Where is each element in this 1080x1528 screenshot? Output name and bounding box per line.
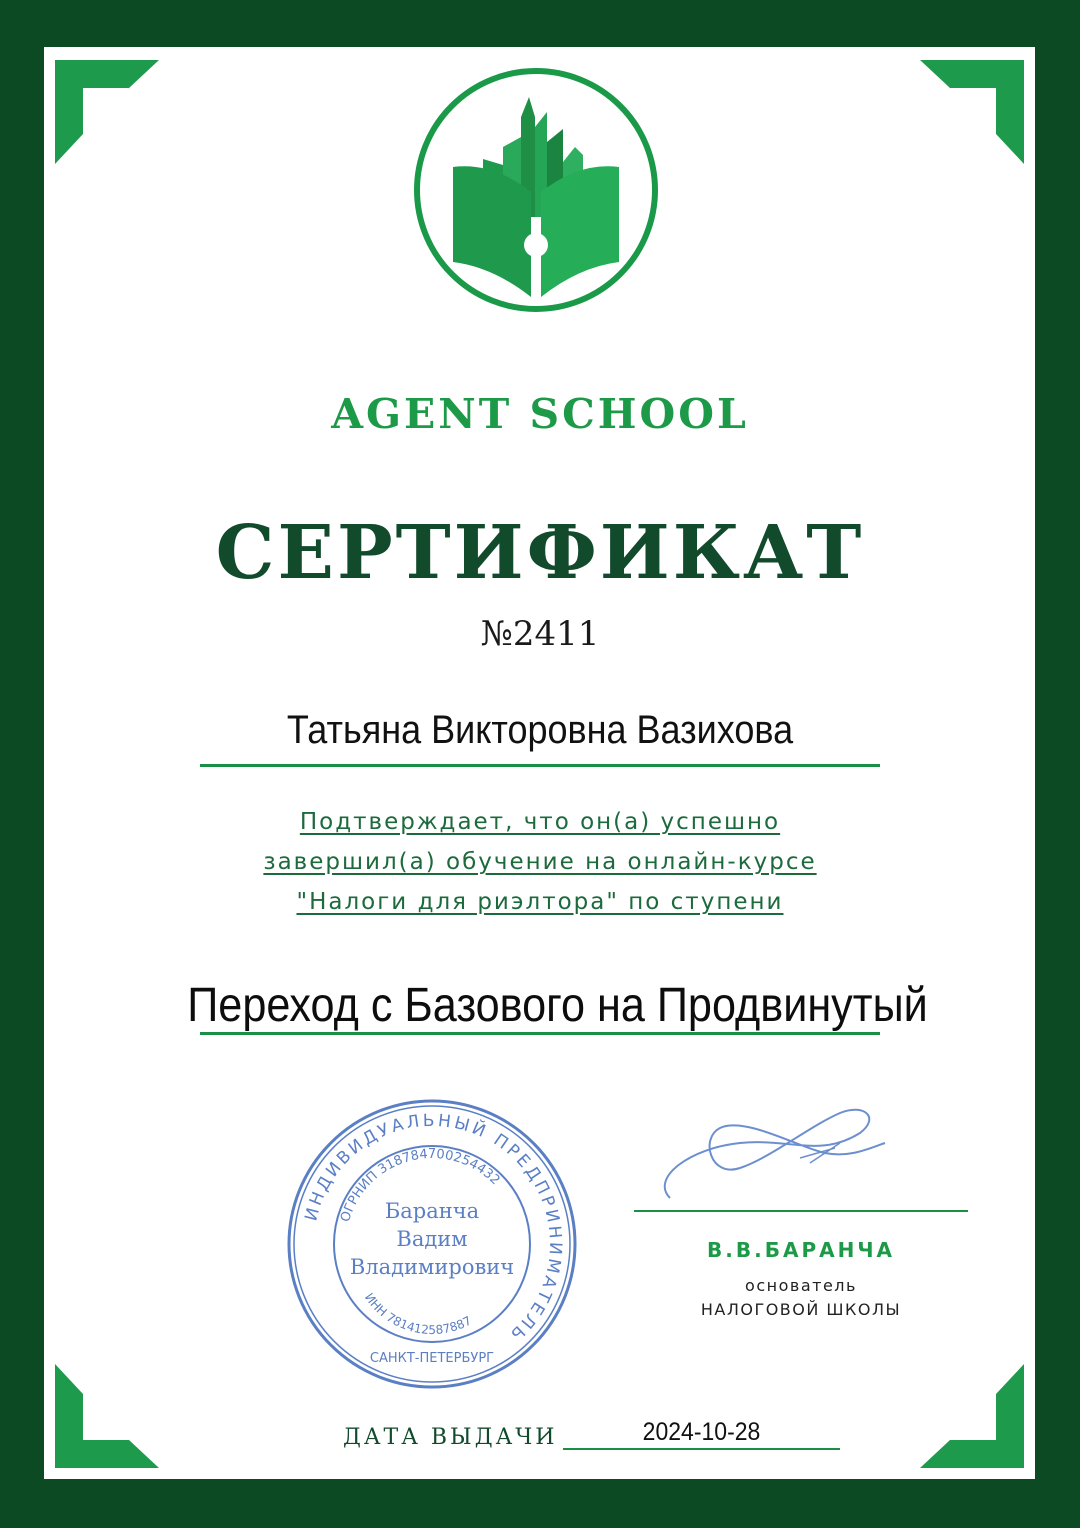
signatory-role-line-1: основатель	[745, 1276, 857, 1295]
signatory-role	[634, 1274, 968, 1322]
statement-line-3: "Налоги для риэлтора" по ступени	[296, 889, 784, 915]
stamp-inn: ИНН 781412587887	[361, 1290, 474, 1338]
corner-ornament-top-left	[55, 60, 161, 166]
issue-date-value: 2024-10-28	[642, 1418, 761, 1446]
recipient-underline	[200, 764, 880, 767]
official-stamp	[282, 1094, 582, 1394]
recipient-name: Татьяна Викторовна Вазихова	[286, 708, 794, 752]
svg-text:ИНН 781412587887	[362, 1291, 474, 1337]
course-level: Переход с Базового на Продвинутый	[187, 979, 928, 1032]
stamp-name-line-3: Владимирович	[349, 1255, 515, 1279]
brand-name: AGENT SCHOOL	[331, 390, 749, 438]
certificate-number: №2411	[480, 614, 600, 654]
statement-line-2: завершил(а) обучение на онлайн-курсе	[263, 849, 817, 875]
stamp-name-line-1: Баранча	[384, 1199, 480, 1223]
founder-signature	[650, 1098, 900, 1208]
stamp-city: САНКТ-ПЕТЕРБУРГ	[369, 1351, 495, 1366]
corner-ornament-bottom-left	[55, 1362, 161, 1468]
signatory-name: В.В.БАРАНЧА	[707, 1238, 895, 1262]
corner-ornament-top-right	[918, 60, 1024, 166]
stamp-ogrnip: ОГРНИП 318784700254432	[338, 1147, 503, 1224]
signatory-role-line-2: НАЛОГОВОЙ ШКОЛЫ	[700, 1300, 902, 1319]
agent-school-logo	[413, 67, 659, 313]
statement-line-1: Подтверждает, что он(а) успешно	[299, 809, 781, 835]
signature-line	[634, 1210, 968, 1212]
stamp-name-line-2: Вадим	[396, 1227, 468, 1251]
certificate-title: СЕРТИФИКАТ	[215, 510, 865, 596]
corner-ornament-bottom-right	[918, 1362, 1024, 1468]
issue-date-label: ДАТА ВЫДАЧИ	[343, 1425, 558, 1450]
statement-text	[180, 802, 900, 922]
stamp-ring-text: ИНДИВИДУАЛЬНЫЙ ПРЕДПРИНИМАТЕЛЬ	[301, 1110, 566, 1346]
issue-date-underline	[563, 1448, 840, 1450]
